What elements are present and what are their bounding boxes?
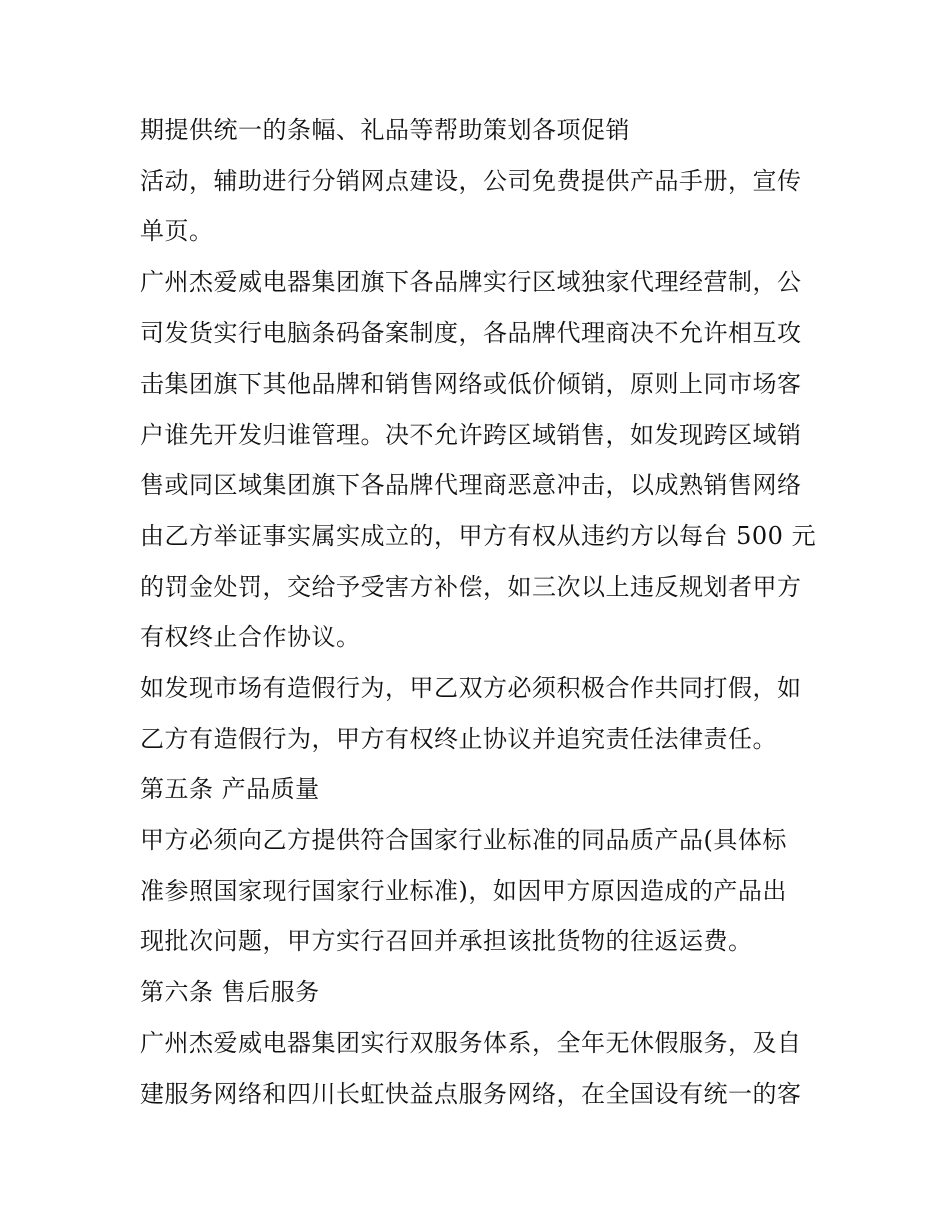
- text-line: 期提供统一的条幅、礼品等帮助策划各项促销: [140, 116, 630, 144]
- text-line: 击集团旗下其他品牌和销售网络或低价倾销，原则上同市场客: [140, 370, 802, 398]
- text-line: 有权终止合作协议。: [140, 623, 361, 651]
- text-line: 户谁先开发归谁管理。决不允许跨区域销售，如发现跨区域销: [140, 421, 802, 449]
- text-line: 甲方必须向乙方提供符合国家行业标准的同品质产品(具体标: [140, 826, 787, 854]
- text-line: 的罚金处罚，交给予受害方补偿，如三次以上违反规划者甲方: [140, 573, 802, 601]
- text-line: 广州杰爱威电器集团实行双服务体系，全年无休假服务，及自: [140, 1029, 802, 1057]
- text-line: 准参照国家现行国家行业标准)，如因甲方原因造成的产品出: [140, 877, 787, 905]
- text-line: 单页。: [140, 217, 214, 245]
- text-line: 如发现市场有造假行为，甲乙双方必须积极合作共同打假，如: [140, 674, 802, 702]
- text-line: 售或同区域集团旗下各品牌代理商恶意冲击，以成熟销售网络: [140, 471, 802, 499]
- text-line: 活动，辅助进行分销网点建设，公司免费提供产品手册，宣传: [140, 167, 802, 195]
- text-line: 乙方有造假行为，甲方有权终止协议并追究责任法律责任。: [140, 725, 777, 753]
- text-line: 现批次问题，甲方实行召回并承担该批货物的往返运费。: [140, 927, 753, 955]
- text-line: 广州杰爱威电器集团旗下各品牌实行区域独家代理经营制，公: [140, 268, 802, 296]
- section-heading: 第六条 售后服务: [140, 978, 320, 1006]
- text-line: 建服务网络和四川长虹快益点服务网络，在全国设有统一的客: [140, 1080, 802, 1108]
- text-line: 由乙方举证事实属实成立的，甲方有权从违约方以每台 500 元: [140, 522, 817, 550]
- section-heading: 第五条 产品质量: [140, 775, 320, 803]
- text-line: 司发货实行电脑条码备案制度，各品牌代理商决不允许相互攻: [140, 319, 802, 347]
